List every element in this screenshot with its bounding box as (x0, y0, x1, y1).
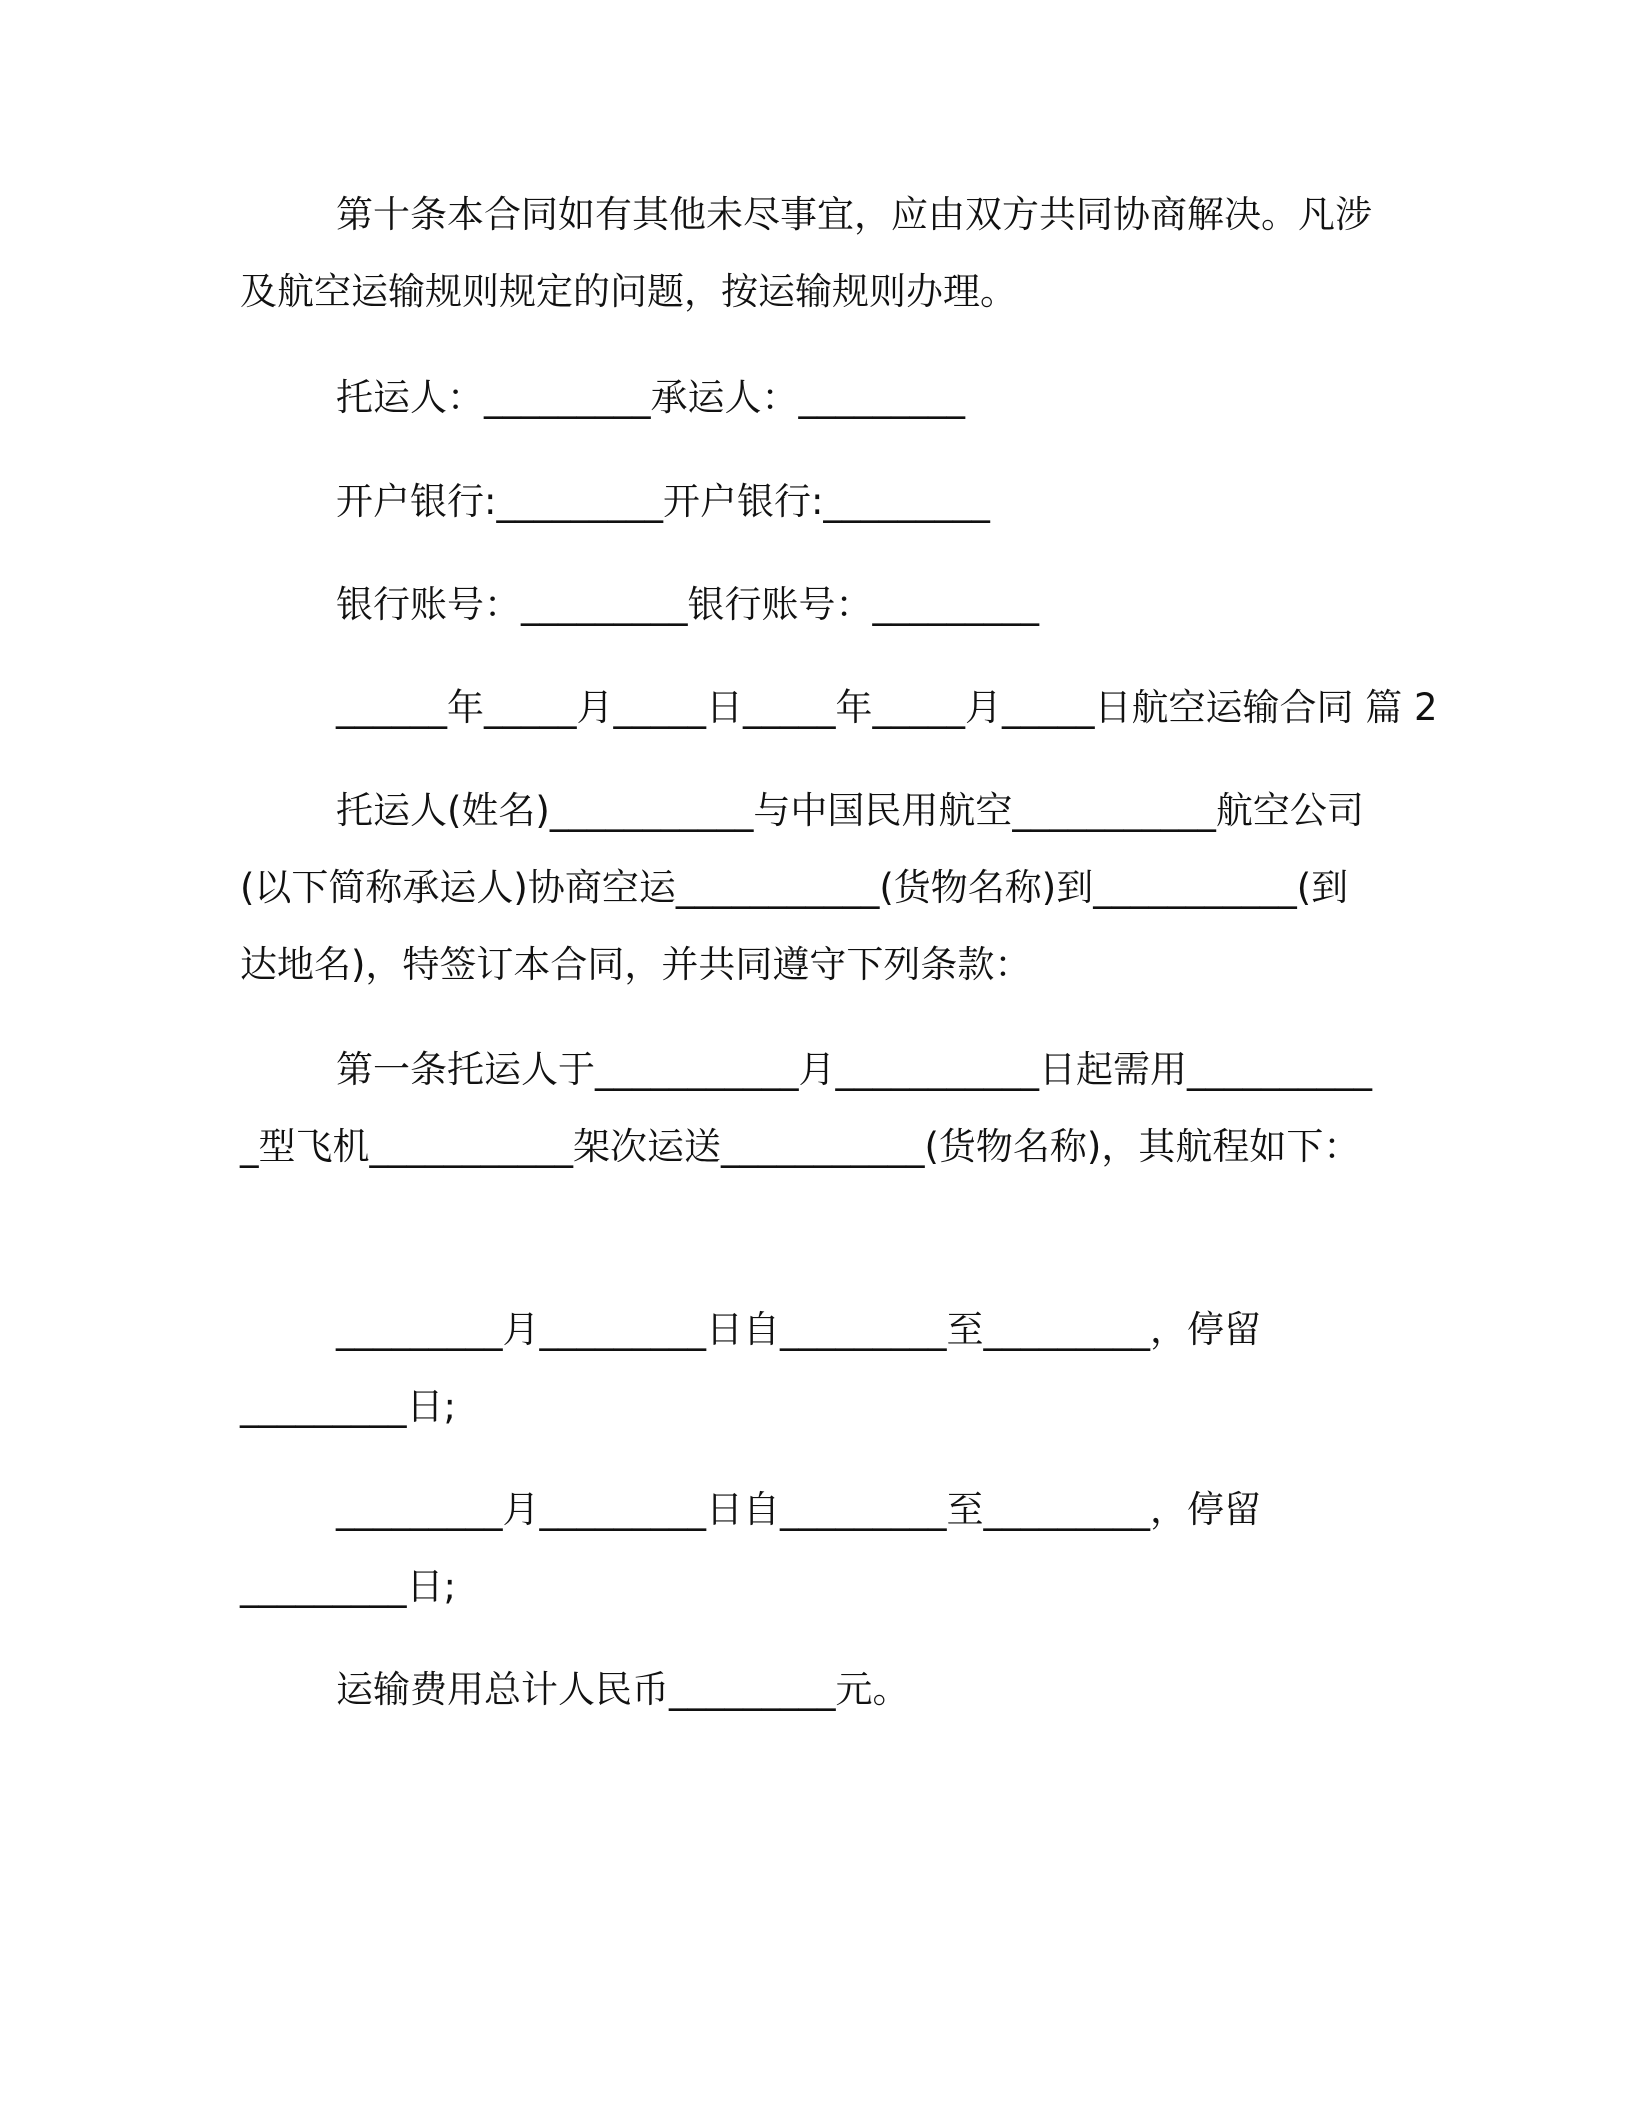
intro-paragraph: 托运人(姓名)___________与中国民用航空___________航空公司(以下简称承运人)协商空运___________(货物名称)到___________(到达地名)，特签订本合同，并共同遵守下列条款： (240, 789, 1364, 986)
article-1-paragraph: 第一条托运人于___________月___________日起需用___________型飞机___________架次运送___________(货物名称)，其航程如下： (240, 1048, 1372, 1168)
route-1-line-1: _________月_________日自_________至_________，停留 (336, 1308, 1261, 1351)
fee-line: 运输费用总计人民币_________元。 (336, 1668, 910, 1711)
dates-and-section-title: ______年_____月_____日_____年_____月_____日航空运输合同 篇 2 (336, 686, 1438, 729)
banks-line: 开户银行:_________开户银行:_________ (336, 480, 990, 523)
route-2-line-2: _________日; (240, 1565, 456, 1608)
route-1-line-2: _________日; (240, 1385, 456, 1428)
accounts-line: 银行账号：_________银行账号：_________ (336, 583, 1039, 626)
article-10-paragraph: 第十条本合同如有其他未尽事宜，应由双方共同协商解决。凡涉及航空运输规则规定的问题，按运输规则办理。 (240, 193, 1372, 313)
signers-line: 托运人：_________承运人：_________ (336, 376, 965, 419)
route-2-line-1: _________月_________日自_________至_________，停留 (336, 1488, 1261, 1531)
